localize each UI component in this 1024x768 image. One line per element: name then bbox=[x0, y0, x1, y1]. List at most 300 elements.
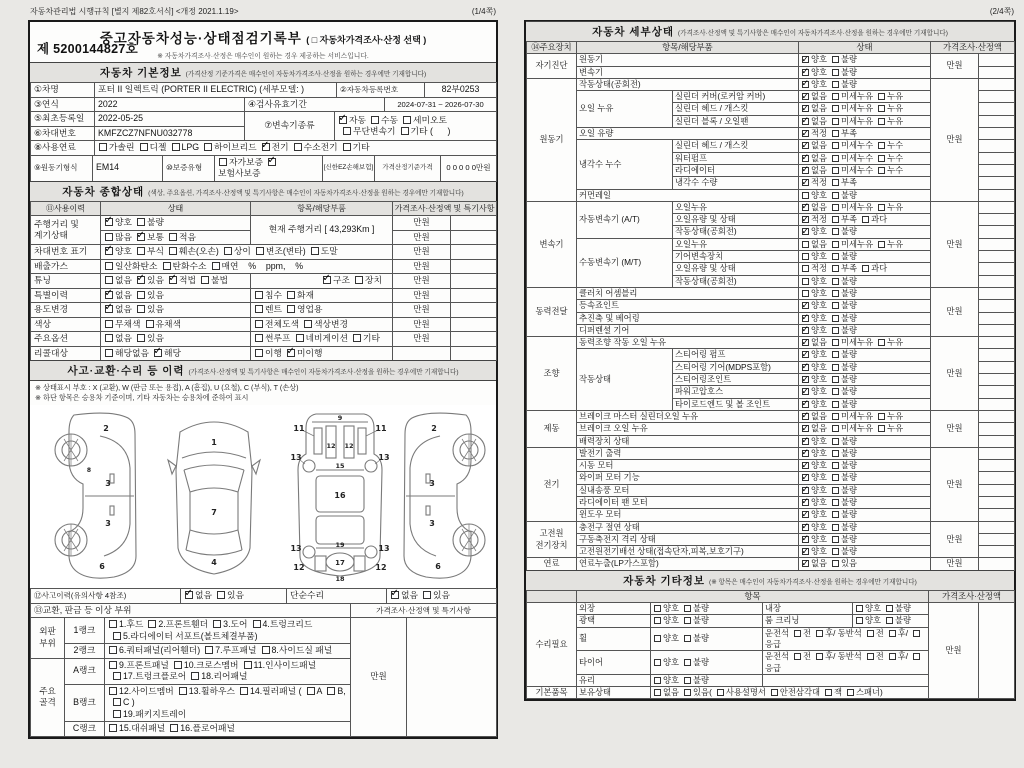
checkbox[interactable] bbox=[169, 233, 177, 241]
price-survey-option[interactable]: ( □ 자동차가격조사·산정 선택 ) bbox=[306, 35, 427, 45]
checkbox[interactable] bbox=[654, 677, 661, 684]
option-label: 훼손(오손) bbox=[179, 246, 219, 256]
checkbox[interactable] bbox=[878, 204, 885, 211]
checkbox[interactable] bbox=[213, 620, 221, 628]
checkbox[interactable] bbox=[717, 689, 724, 696]
checkbox[interactable] bbox=[886, 605, 893, 612]
checkbox[interactable] bbox=[802, 278, 809, 285]
table-row bbox=[31, 303, 497, 318]
checkbox[interactable] bbox=[832, 450, 839, 457]
checkbox[interactable] bbox=[105, 276, 113, 284]
cell bbox=[451, 346, 497, 361]
checkbox[interactable] bbox=[802, 290, 809, 297]
etc-info-table bbox=[526, 590, 1015, 700]
checkbox-checked[interactable] bbox=[268, 158, 276, 166]
checkbox[interactable] bbox=[255, 305, 263, 313]
checkbox[interactable] bbox=[832, 474, 839, 481]
checkbox[interactable] bbox=[255, 349, 263, 357]
checkbox[interactable] bbox=[802, 253, 809, 260]
checkbox[interactable] bbox=[287, 291, 295, 299]
cell: 변속기 bbox=[577, 66, 799, 78]
checkbox[interactable] bbox=[137, 218, 145, 226]
checkbox[interactable] bbox=[224, 247, 232, 255]
checkbox[interactable] bbox=[832, 179, 839, 186]
option-label: 기타 ( ) bbox=[410, 126, 451, 136]
option-label: 안전삼각대 bbox=[779, 687, 820, 698]
checkbox[interactable] bbox=[179, 687, 187, 695]
option-cell bbox=[799, 300, 931, 312]
cell: 브레이크 마스터 실린더오일 누유 bbox=[577, 410, 799, 422]
cell: 스티어링 기어(MDPS포함) bbox=[673, 361, 799, 373]
checkbox-checked[interactable] bbox=[802, 376, 809, 383]
page-number: (1/4쪽) bbox=[471, 7, 496, 16]
checkbox[interactable] bbox=[109, 646, 117, 654]
cell: 동력조향 작동 오일 누유 bbox=[577, 337, 799, 349]
checkbox-checked[interactable] bbox=[185, 591, 193, 599]
fuel-row bbox=[30, 140, 497, 156]
checkbox[interactable] bbox=[170, 724, 178, 732]
checkbox[interactable] bbox=[832, 93, 839, 100]
checkbox[interactable] bbox=[832, 105, 839, 112]
checkbox[interactable] bbox=[146, 320, 154, 328]
checkbox[interactable] bbox=[802, 241, 809, 248]
page-1 bbox=[28, 6, 498, 739]
checkbox[interactable] bbox=[832, 265, 839, 272]
option-label: 불량 bbox=[841, 226, 858, 237]
checkbox[interactable] bbox=[862, 216, 869, 223]
option-cell bbox=[251, 346, 393, 361]
checkbox[interactable] bbox=[867, 653, 874, 660]
cell: 변속기 bbox=[527, 201, 577, 287]
checkbox[interactable] bbox=[889, 653, 896, 660]
checkbox[interactable] bbox=[109, 687, 117, 695]
checkbox[interactable] bbox=[137, 305, 145, 313]
checkbox[interactable] bbox=[832, 228, 839, 235]
svg-text:15: 15 bbox=[335, 462, 345, 470]
cell bbox=[763, 674, 929, 686]
checkbox-checked[interactable] bbox=[262, 143, 270, 151]
cell: 항목/해당부품 bbox=[251, 201, 393, 216]
checkbox[interactable] bbox=[832, 278, 839, 285]
cell: ⑬교환, 판금 등 이상 부위 bbox=[31, 603, 351, 618]
option-label: 네비게이션 bbox=[305, 333, 348, 343]
checkbox[interactable] bbox=[654, 605, 661, 612]
checkbox[interactable] bbox=[794, 630, 801, 637]
checkbox[interactable] bbox=[169, 247, 177, 255]
checkbox[interactable] bbox=[832, 290, 839, 297]
checkbox[interactable] bbox=[832, 56, 839, 63]
checkbox[interactable] bbox=[371, 116, 379, 124]
checkbox[interactable] bbox=[304, 320, 312, 328]
basic-info-row-1 bbox=[30, 82, 497, 98]
checkbox[interactable] bbox=[105, 262, 113, 270]
option-label: 있음 bbox=[147, 304, 164, 314]
checkbox[interactable] bbox=[212, 262, 220, 270]
cell: ④검사유효기간 bbox=[245, 97, 385, 112]
checkbox[interactable] bbox=[832, 142, 839, 149]
cell bbox=[979, 164, 1015, 176]
checkbox[interactable] bbox=[294, 143, 302, 151]
checkbox[interactable] bbox=[296, 334, 304, 342]
checkbox-checked[interactable] bbox=[339, 116, 347, 124]
checkbox[interactable] bbox=[113, 710, 121, 718]
checkbox[interactable] bbox=[878, 167, 885, 174]
checkbox[interactable] bbox=[253, 620, 261, 628]
checkbox-checked[interactable] bbox=[802, 425, 809, 432]
option-cell bbox=[799, 275, 931, 287]
option-label: 미세누수 bbox=[841, 152, 874, 163]
checkbox-checked[interactable] bbox=[802, 339, 809, 346]
checkbox[interactable] bbox=[832, 118, 839, 125]
checkbox-checked[interactable] bbox=[802, 511, 809, 518]
checkbox[interactable] bbox=[256, 247, 264, 255]
option-label: 기타 bbox=[352, 142, 370, 152]
checkbox[interactable] bbox=[684, 617, 691, 624]
cell bbox=[979, 226, 1015, 238]
svg-text:18: 18 bbox=[335, 575, 345, 582]
checkbox[interactable] bbox=[109, 620, 117, 628]
cell: 충전구 절연 상태 bbox=[577, 521, 799, 533]
option-label: 양호 bbox=[865, 603, 882, 614]
checkbox-checked[interactable] bbox=[802, 351, 809, 358]
option-label: 전 bbox=[875, 651, 884, 662]
checkbox[interactable] bbox=[832, 192, 839, 199]
checkbox-checked[interactable] bbox=[802, 401, 809, 408]
checkbox[interactable] bbox=[878, 118, 885, 125]
option-cell bbox=[101, 288, 251, 303]
checkbox[interactable] bbox=[832, 548, 839, 555]
option-label: 누유 bbox=[887, 115, 904, 126]
checkbox[interactable] bbox=[816, 630, 823, 637]
option-label: 16.플로어패널 bbox=[180, 723, 235, 733]
svg-text:9: 9 bbox=[337, 414, 343, 422]
checkbox[interactable] bbox=[832, 401, 839, 408]
checkbox[interactable] bbox=[878, 339, 885, 346]
checkbox[interactable] bbox=[137, 334, 145, 342]
option-label: 18.리어패널 bbox=[201, 671, 248, 681]
checkbox[interactable] bbox=[856, 605, 863, 612]
option-label: 있음 bbox=[147, 275, 164, 285]
checkbox[interactable] bbox=[109, 724, 117, 732]
cell: 배출가스 bbox=[31, 259, 101, 274]
checkbox[interactable] bbox=[832, 253, 839, 260]
checkbox[interactable] bbox=[654, 617, 661, 624]
checkbox[interactable] bbox=[832, 462, 839, 469]
checkbox[interactable] bbox=[327, 687, 335, 695]
cell: 실내송풍 모터 bbox=[577, 484, 799, 496]
checkbox[interactable] bbox=[771, 689, 778, 696]
checkbox[interactable] bbox=[105, 233, 113, 241]
checkbox[interactable] bbox=[684, 659, 691, 666]
checkbox[interactable] bbox=[862, 265, 869, 272]
cell: 만원 bbox=[931, 447, 979, 521]
svg-text:11: 11 bbox=[375, 424, 387, 433]
checkbox[interactable] bbox=[219, 158, 227, 166]
checkbox[interactable] bbox=[654, 659, 661, 666]
checkbox[interactable] bbox=[794, 653, 801, 660]
checkbox[interactable] bbox=[201, 276, 209, 284]
checkbox[interactable] bbox=[832, 155, 839, 162]
option-label: A bbox=[316, 685, 323, 696]
checkbox-checked[interactable] bbox=[391, 591, 399, 599]
checkbox[interactable] bbox=[889, 630, 896, 637]
option-label: 미세누유 bbox=[841, 103, 874, 114]
checkbox[interactable] bbox=[140, 143, 148, 151]
checkbox-checked[interactable] bbox=[802, 438, 809, 445]
checkbox[interactable] bbox=[105, 320, 113, 328]
checkbox[interactable] bbox=[240, 687, 248, 695]
checkbox-checked[interactable] bbox=[802, 228, 809, 235]
checkbox[interactable] bbox=[113, 672, 121, 680]
checkbox[interactable] bbox=[832, 69, 839, 76]
option-text: 운전석 bbox=[765, 651, 790, 662]
checkbox-checked[interactable] bbox=[323, 276, 331, 284]
option-label: 없음 bbox=[811, 91, 828, 102]
checkbox[interactable] bbox=[825, 689, 832, 696]
cell: 동력전달 bbox=[527, 287, 577, 336]
checkbox[interactable] bbox=[847, 689, 854, 696]
checkbox-checked[interactable] bbox=[802, 462, 809, 469]
cell: 윈도우 모터 bbox=[577, 509, 799, 521]
option-label: 해당 bbox=[164, 347, 181, 358]
checkbox[interactable] bbox=[403, 116, 411, 124]
checkbox[interactable] bbox=[311, 247, 319, 255]
checkbox[interactable] bbox=[867, 630, 874, 637]
option-label: 누유 bbox=[887, 423, 904, 434]
checkbox-checked[interactable] bbox=[802, 69, 809, 76]
option-cell bbox=[853, 603, 929, 615]
checkbox[interactable] bbox=[832, 536, 839, 543]
checkbox-checked[interactable] bbox=[802, 81, 809, 88]
option-label: 양호 bbox=[115, 217, 132, 227]
checkbox[interactable] bbox=[832, 81, 839, 88]
option-label: 후 bbox=[897, 651, 906, 662]
checkbox[interactable] bbox=[878, 93, 885, 100]
checkbox[interactable] bbox=[832, 302, 839, 309]
checkbox[interactable] bbox=[684, 605, 691, 612]
cell: 포터 II 일렉트릭 (PORTER II ELECTRIC) (세부모델: ) bbox=[95, 83, 337, 98]
checkbox[interactable] bbox=[832, 511, 839, 518]
checkbox[interactable] bbox=[878, 155, 885, 162]
checkbox-checked[interactable] bbox=[169, 276, 177, 284]
cell: 만원 bbox=[931, 201, 979, 287]
checkbox-checked[interactable] bbox=[802, 487, 809, 494]
cell: 스티어링조인트 bbox=[673, 374, 799, 386]
checkbox-checked[interactable] bbox=[105, 291, 113, 299]
checkbox[interactable] bbox=[913, 630, 920, 637]
checkbox[interactable] bbox=[913, 653, 920, 660]
option-label: 양호 bbox=[811, 361, 828, 372]
checkbox[interactable] bbox=[832, 438, 839, 445]
checkbox[interactable] bbox=[423, 591, 431, 599]
checkbox[interactable] bbox=[832, 425, 839, 432]
checkbox[interactable] bbox=[832, 351, 839, 358]
option-label: 응급 bbox=[765, 638, 782, 649]
checkbox[interactable] bbox=[878, 425, 885, 432]
checkbox-checked[interactable] bbox=[154, 349, 162, 357]
checkbox[interactable] bbox=[816, 653, 823, 660]
checkbox-checked[interactable] bbox=[802, 93, 809, 100]
checkbox[interactable] bbox=[832, 241, 839, 248]
cell: ⑫사고이력(유의사항 4참조) bbox=[31, 589, 181, 604]
option-label: 기타 bbox=[363, 333, 380, 343]
checkbox-checked[interactable] bbox=[802, 499, 809, 506]
checkbox[interactable] bbox=[832, 376, 839, 383]
option-label: 양호 bbox=[811, 435, 828, 446]
cell: 클러치 어셈블리 bbox=[577, 287, 799, 299]
checkbox-checked[interactable] bbox=[802, 536, 809, 543]
option-label: 보통 bbox=[147, 231, 164, 242]
checkbox-checked[interactable] bbox=[802, 118, 809, 125]
checkbox[interactable] bbox=[856, 617, 863, 624]
checkbox[interactable] bbox=[684, 635, 691, 642]
option-label: 불량 bbox=[841, 460, 858, 471]
checkbox[interactable] bbox=[832, 216, 839, 223]
checkbox[interactable] bbox=[137, 291, 145, 299]
checkbox-checked[interactable] bbox=[802, 142, 809, 149]
checkbox-checked[interactable] bbox=[802, 315, 809, 322]
checkbox-checked[interactable] bbox=[137, 233, 145, 241]
checkbox-checked[interactable] bbox=[802, 524, 809, 531]
checkbox[interactable] bbox=[832, 204, 839, 211]
checkbox[interactable] bbox=[353, 334, 361, 342]
checkbox[interactable] bbox=[355, 276, 363, 284]
checkbox[interactable] bbox=[172, 143, 180, 151]
checkbox[interactable] bbox=[244, 661, 252, 669]
checkbox[interactable] bbox=[684, 689, 691, 696]
cell: 냉각수 누수 bbox=[577, 140, 673, 189]
table-row bbox=[31, 201, 497, 216]
cell: 만원 bbox=[393, 216, 451, 231]
checkbox[interactable] bbox=[105, 334, 113, 342]
checkbox[interactable] bbox=[255, 291, 263, 299]
checkbox[interactable] bbox=[217, 591, 225, 599]
checkbox-checked[interactable] bbox=[802, 179, 809, 186]
checkbox[interactable] bbox=[287, 305, 295, 313]
checkbox-checked[interactable] bbox=[802, 155, 809, 162]
checkbox[interactable] bbox=[878, 105, 885, 112]
option-label: 없음 bbox=[811, 410, 828, 421]
option-label: 불량 bbox=[841, 509, 858, 520]
checkbox[interactable] bbox=[878, 142, 885, 149]
checkbox[interactable] bbox=[832, 388, 839, 395]
option-cell bbox=[799, 374, 931, 386]
cell: 휠 bbox=[577, 627, 651, 651]
checkbox-checked[interactable] bbox=[802, 327, 809, 334]
checkbox[interactable] bbox=[832, 339, 839, 346]
checkbox[interactable] bbox=[113, 698, 121, 706]
checkbox-checked[interactable] bbox=[137, 276, 145, 284]
checkbox[interactable] bbox=[343, 127, 351, 135]
checkbox[interactable] bbox=[654, 635, 661, 642]
checkbox-checked[interactable] bbox=[802, 302, 809, 309]
checkbox[interactable] bbox=[832, 524, 839, 531]
cell: 시동 모터 bbox=[577, 460, 799, 472]
cell: 82부0253 bbox=[425, 83, 497, 98]
checkbox-checked[interactable] bbox=[802, 216, 809, 223]
checkbox-checked[interactable] bbox=[802, 167, 809, 174]
checkbox[interactable] bbox=[832, 327, 839, 334]
cell: 만원 bbox=[393, 230, 451, 245]
checkbox-checked[interactable] bbox=[802, 204, 809, 211]
checkbox[interactable] bbox=[832, 167, 839, 174]
cell bbox=[979, 91, 1015, 103]
cell: 오일유량 및 상태 bbox=[673, 214, 799, 226]
checkbox[interactable] bbox=[802, 265, 809, 272]
checkbox-checked[interactable] bbox=[802, 474, 809, 481]
checkbox[interactable] bbox=[832, 364, 839, 371]
option-cell bbox=[181, 589, 287, 604]
checkbox-checked[interactable] bbox=[802, 56, 809, 63]
checkbox-checked[interactable] bbox=[802, 450, 809, 457]
checkbox-checked[interactable] bbox=[105, 218, 113, 226]
checkbox[interactable] bbox=[832, 560, 839, 567]
option-text: / 동반석 bbox=[833, 651, 862, 662]
checkbox-checked[interactable] bbox=[802, 413, 809, 420]
checkbox[interactable] bbox=[802, 192, 809, 199]
option-label: 불량 bbox=[693, 603, 710, 614]
checkbox[interactable] bbox=[832, 413, 839, 420]
option-label: 과다 bbox=[871, 214, 888, 225]
checkbox[interactable] bbox=[684, 677, 691, 684]
checkbox[interactable] bbox=[255, 320, 263, 328]
car-diagram-area bbox=[30, 405, 496, 589]
checkbox[interactable] bbox=[148, 620, 156, 628]
option-label: 7.루프패널 bbox=[215, 645, 257, 655]
checkbox-checked[interactable] bbox=[802, 548, 809, 555]
checkbox[interactable] bbox=[832, 487, 839, 494]
checkbox[interactable] bbox=[262, 646, 270, 654]
option-label: 불량 bbox=[895, 603, 912, 614]
checkbox[interactable] bbox=[886, 617, 893, 624]
checkbox[interactable] bbox=[205, 646, 213, 654]
checkbox-checked[interactable] bbox=[105, 247, 113, 255]
checkbox[interactable] bbox=[174, 661, 182, 669]
checkbox-checked[interactable] bbox=[105, 305, 113, 313]
checkbox[interactable] bbox=[878, 241, 885, 248]
checkbox[interactable] bbox=[137, 247, 145, 255]
cell bbox=[979, 140, 1015, 152]
svg-text:2: 2 bbox=[103, 424, 109, 433]
checkbox[interactable] bbox=[401, 127, 409, 135]
checkbox[interactable] bbox=[109, 661, 117, 669]
checkbox[interactable] bbox=[878, 413, 885, 420]
table-row bbox=[527, 42, 1015, 54]
checkbox[interactable] bbox=[163, 262, 171, 270]
checkbox[interactable] bbox=[832, 130, 839, 137]
checkbox-checked[interactable] bbox=[802, 560, 809, 567]
checkbox[interactable] bbox=[343, 143, 351, 151]
checkbox[interactable] bbox=[307, 687, 315, 695]
checkbox[interactable] bbox=[105, 349, 113, 357]
option-cell bbox=[651, 627, 763, 651]
checkbox-checked[interactable] bbox=[802, 130, 809, 137]
form-law-reference: 자동차관리법 시행규칙 [별지 제82호서식] <개정 2021.1.19> bbox=[30, 7, 239, 16]
checkbox-checked[interactable] bbox=[802, 105, 809, 112]
checkbox-checked[interactable] bbox=[802, 364, 809, 371]
checkbox[interactable] bbox=[255, 334, 263, 342]
checkbox[interactable] bbox=[654, 689, 661, 696]
checkbox[interactable] bbox=[832, 499, 839, 506]
checkbox[interactable] bbox=[832, 315, 839, 322]
option-label: 없음 bbox=[811, 152, 828, 163]
checkbox[interactable] bbox=[191, 672, 199, 680]
checkbox[interactable] bbox=[113, 632, 121, 640]
checkbox-checked[interactable] bbox=[287, 349, 295, 357]
checkbox[interactable] bbox=[204, 143, 212, 151]
checkbox[interactable] bbox=[99, 143, 107, 151]
checkbox-checked[interactable] bbox=[802, 388, 809, 395]
